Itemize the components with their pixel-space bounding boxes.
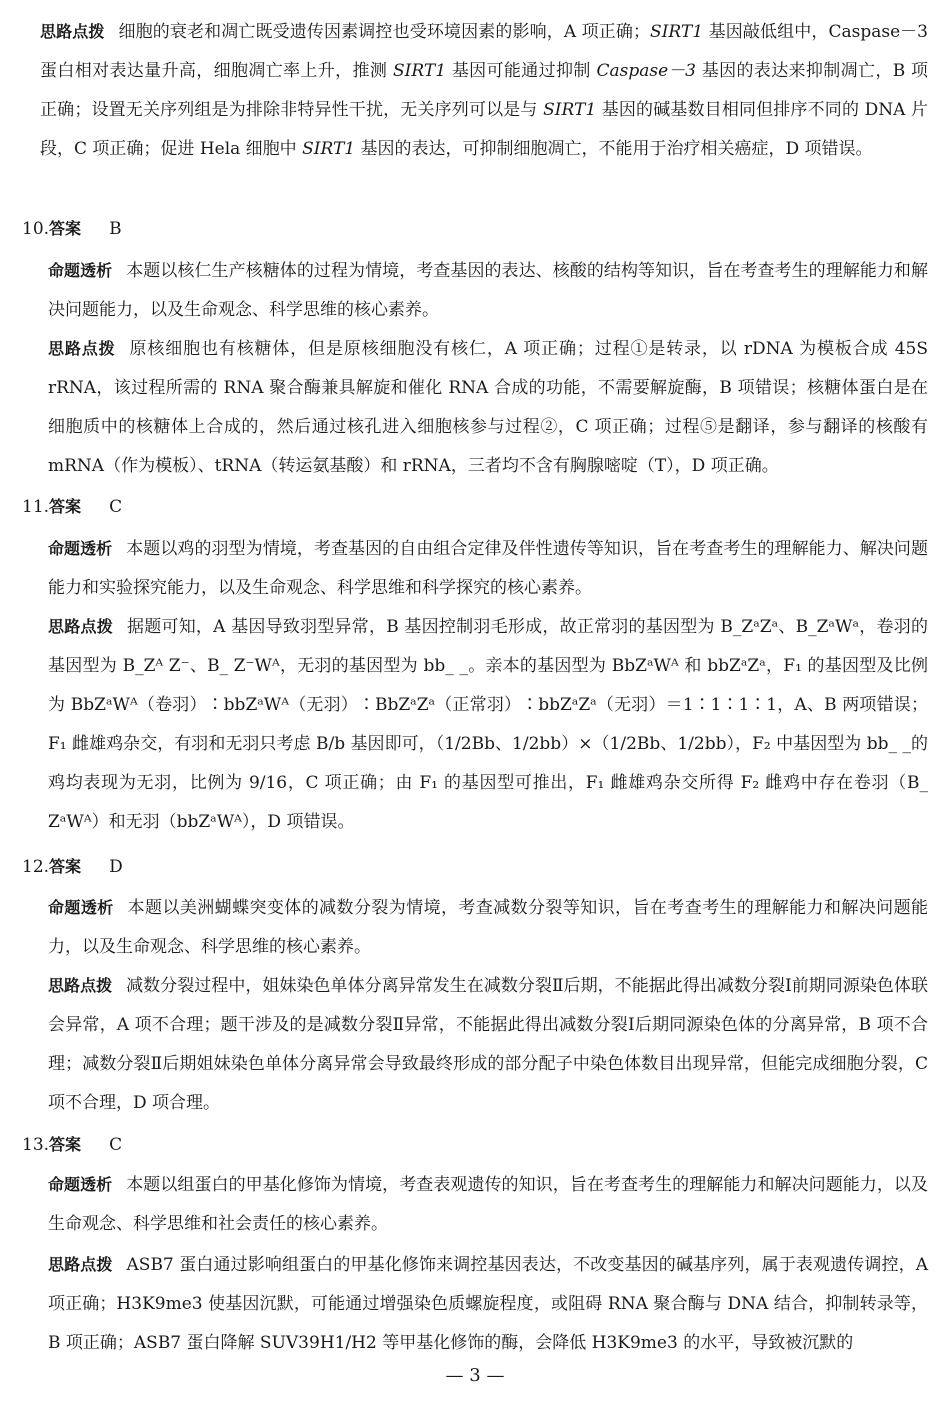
q11-answer-line xyxy=(22,487,122,527)
q12-intent-label: 命题透析 xyxy=(48,898,114,917)
q13-hint-paragraph xyxy=(48,1245,928,1363)
q10-answer-line xyxy=(22,209,122,249)
q13-intent-label: 命题透析 xyxy=(48,1175,113,1194)
q11-answer-label: 答案 xyxy=(49,497,82,516)
q9-gene-term: SIRT1 xyxy=(302,139,356,159)
q12-number: 12. xyxy=(22,857,50,877)
q11-intent-paragraph xyxy=(48,529,928,608)
q10-intent-paragraph xyxy=(48,251,928,330)
q9-hint-text-3: 基因可能通过抑制 xyxy=(446,61,597,81)
q12-intent-paragraph xyxy=(48,888,928,967)
q10-intent-text: 本题以核仁生产核糖体的过程为情境，考查基因的表达、核酸的结构等知识，旨在考查考生的理解能力和解决问题能力，以及生命观念、科学思维的核心素养。 xyxy=(48,261,928,320)
q13-hint-label: 思路点拨 xyxy=(48,1255,113,1274)
q11-answer-value: C xyxy=(109,497,123,517)
q12-answer-label: 答案 xyxy=(49,857,82,876)
q10-answer-value: B xyxy=(109,219,122,239)
q12-hint-label: 思路点拨 xyxy=(48,976,113,995)
q10-hint-text: 原核细胞也有核糖体，但是原核细胞没有核仁，A 项正确；过程①是转录，以 rDNA 为模板合成 45S rRNA，该过程所需的 RNA 聚合酶兼具解旋和催化 RNA 合成的功能，不需要解旋酶，B 项错误；核糖体蛋白是在细胞质中的核糖体上合成的，然后通过核孔进入细胞核参与过程②，C 项正确；过程⑤是翻译，参与翻译的核酸有 mRNA（作为模板）、tRNA（转运氨基酸）和 rRNA，三者均不含有胸腺嘧啶（T），D 项正确。 xyxy=(48,339,928,476)
q12-hint-paragraph xyxy=(48,966,928,1123)
q11-intent-label: 命题透析 xyxy=(48,539,113,558)
q9-hint-label: 思路点拨 xyxy=(40,22,105,41)
q11-hint-text: 据题可知，A 基因导致羽型异常，B 基因控制羽毛形成，故正常羽的基因型为 B_ZᵃZᵃ、B_ZᵃWᵃ，卷羽的基因型为 B_Zᴬ Z⁻、B_ Z⁻Wᴬ，无羽的基因型为 bb_ _。亲本的基因型为 BbZᵃWᴬ 和 bbZᵃZᵃ，F₁ 的基因型及比例为 BbZᵃWᴬ（卷羽）∶bbZᵃWᴬ（无羽）∶BbZᵃZᵃ（正常羽）∶bbZᵃZᵃ（无羽）＝1∶1∶1∶1，A、B 两项错误；F₁ 雌雄鸡杂交，有羽和无羽只考虑 B/b 基因即可，（1/2Bb、1/2bb）×（1/2Bb、1/2bb），F₂ 中基因型为 bb_ _的鸡均表现为无羽，比例为 9/16，C 项正确；由 F₁ 的基因型可推出，F₁ 雌雄鸡杂交所得 F₂ 雌鸡中存在卷羽（B_ ZᵃWᴬ）和无羽（bbZᵃWᴬ），D 项错误。 xyxy=(48,617,928,832)
q12-hint-text: 减数分裂过程中，姐妹染色单体分离异常发生在减数分裂Ⅱ后期，不能据此得出减数分裂Ⅰ前期同源染色体联会异常，A 项不合理；题干涉及的是减数分裂Ⅱ异常，不能据此得出减数分裂Ⅰ后期同源染色体的分离异常，B 项不合理；减数分裂Ⅱ后期姐妹染色单体分离异常会导致最终形成的部分配子中染色体数目出现异常，但能完成细胞分裂，C 项不合理，D 项合理。 xyxy=(48,976,928,1113)
q9-gene-term: SIRT1 xyxy=(393,61,447,81)
q13-hint-text: ASB7 蛋白通过影响组蛋白的甲基化修饰来调控基因表达，不改变基因的碱基序列，属于表观遗传调控，A 项正确；H3K9me3 使基因沉默，可能通过增强染色质螺旋程度，或阻碍 RNA 聚合酶与 DNA 结合，抑制转录等，B 项正确；ASB7 蛋白降解 SUV39H1/H2 等甲基化修饰的酶，会降低 H3K9me3 的水平，导致被沉默的 xyxy=(48,1255,928,1353)
q11-hint-paragraph xyxy=(48,607,928,842)
q9-hint-text-2: 基因敲低组中，Caspase－3 蛋白相对表达量升高，细胞凋亡率上升，推测 xyxy=(40,22,928,81)
q11-hint-label: 思路点拨 xyxy=(48,617,113,636)
q11-number: 11. xyxy=(22,497,50,517)
q13-answer-label: 答案 xyxy=(49,1135,82,1154)
q9-hint-paragraph xyxy=(40,12,928,169)
q9-gene-term: Caspase－3 xyxy=(596,61,696,81)
q9-hint-text-4: 基因的表达来抑制凋亡，B 项正确；设置无关序列组是为排除非特异性干扰，无关序列可以是与 xyxy=(40,61,928,120)
q10-number: 10. xyxy=(22,219,50,239)
q13-intent-text: 本题以组蛋白的甲基化修饰为情境，考查表观遗传的知识，旨在考查考生的理解能力和解决问题能力，以及生命观念、科学思维和社会责任的核心素养。 xyxy=(48,1175,928,1234)
q11-intent-text: 本题以鸡的羽型为情境，考查基因的自由组合定律及伴性遗传等知识，旨在考查考生的理解能力、解决问题能力和实验探究能力，以及生命观念、科学思维和科学探究的核心素养。 xyxy=(48,539,928,598)
q12-answer-value: D xyxy=(109,857,123,877)
q13-answer-line xyxy=(22,1125,122,1165)
q9-hint-text-1: 细胞的衰老和凋亡既受遗传因素调控也受环境因素的影响，A 项正确； xyxy=(118,22,651,42)
q9-gene-term: SIRT1 xyxy=(543,100,597,120)
q13-number: 13. xyxy=(22,1135,50,1155)
q9-hint-text-6: 基因的表达，可抑制细胞凋亡，不能用于治疗相关癌症，D 项错误。 xyxy=(355,139,873,159)
q9-gene-term: SIRT1 xyxy=(650,22,704,42)
q10-answer-label: 答案 xyxy=(49,219,82,238)
q13-answer-value: C xyxy=(109,1135,123,1155)
q9-hint-text-5: 基因的碱基数目相同但排序不同的 DNA 片段，C 项正确；促进 Hela 细胞中 xyxy=(40,100,929,159)
q10-hint-label: 思路点拨 xyxy=(48,339,116,358)
q12-answer-line xyxy=(22,847,123,887)
q10-hint-paragraph xyxy=(48,329,928,486)
q12-intent-text: 本题以美洲蝴蝶突变体的减数分裂为情境，考查减数分裂等知识，旨在考查考生的理解能力和解决问题能力，以及生命观念、科学思维的核心素养。 xyxy=(48,898,928,957)
q13-intent-paragraph xyxy=(48,1165,928,1244)
page-number: — 3 — xyxy=(445,1365,505,1386)
q10-intent-label: 命题透析 xyxy=(48,261,113,280)
